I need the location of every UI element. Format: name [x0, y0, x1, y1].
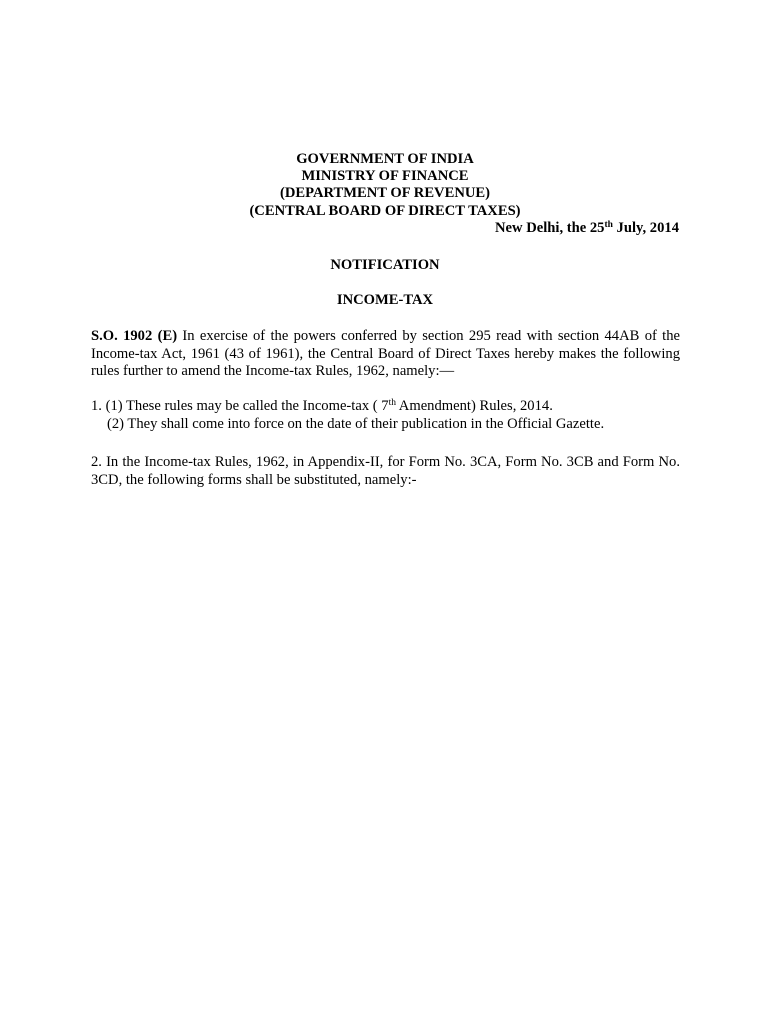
so-number: S.O. 1902 (E) [91, 328, 178, 344]
rule-1-ordinal: th [388, 398, 396, 408]
header-ministry: MINISTRY OF FINANCE [301, 168, 469, 184]
dateline-prefix: New Delhi, the 25 [495, 220, 605, 236]
dateline [495, 219, 679, 237]
preamble-text: In exercise of the powers conferred by section 295 read with section 44AB of the Income-tax Act, 1961 (43 of 1961), the Central Board of Direct Taxes hereby makes the following rules further to amend the Income-tax Rules, 1962, namely:— [91, 328, 680, 379]
notification-title: NOTIFICATION [330, 257, 440, 273]
rule-1-part-2: (2) They shall come into force on the date of their publication in the Official Gazette. [107, 416, 605, 432]
header-department: (DEPARTMENT OF REVENUE) [279, 185, 491, 201]
preamble-paragraph [91, 328, 680, 381]
rule-1-part-1-suffix: Amendment) Rules, 2014. [395, 398, 553, 414]
rule-1-part-1 [91, 398, 553, 415]
dateline-suffix: July, 2014 [612, 220, 679, 236]
header-government: GOVERNMENT OF INDIA [296, 151, 474, 167]
dateline-ordinal: th [604, 220, 613, 230]
header-board: (CENTRAL BOARD OF DIRECT TAXES) [249, 203, 521, 219]
rule-2-paragraph: 2. In the Income-tax Rules, 1962, in Appendix-II, for Form No. 3CA, Form No. 3CB and Form No. 3CD, the following forms shall be substituted, namely:- [91, 454, 680, 488]
subject-title: INCOME-TAX [336, 292, 434, 308]
rule-1-part-1-prefix: 1. (1) These rules may be called the Income-tax ( 7 [91, 398, 389, 414]
